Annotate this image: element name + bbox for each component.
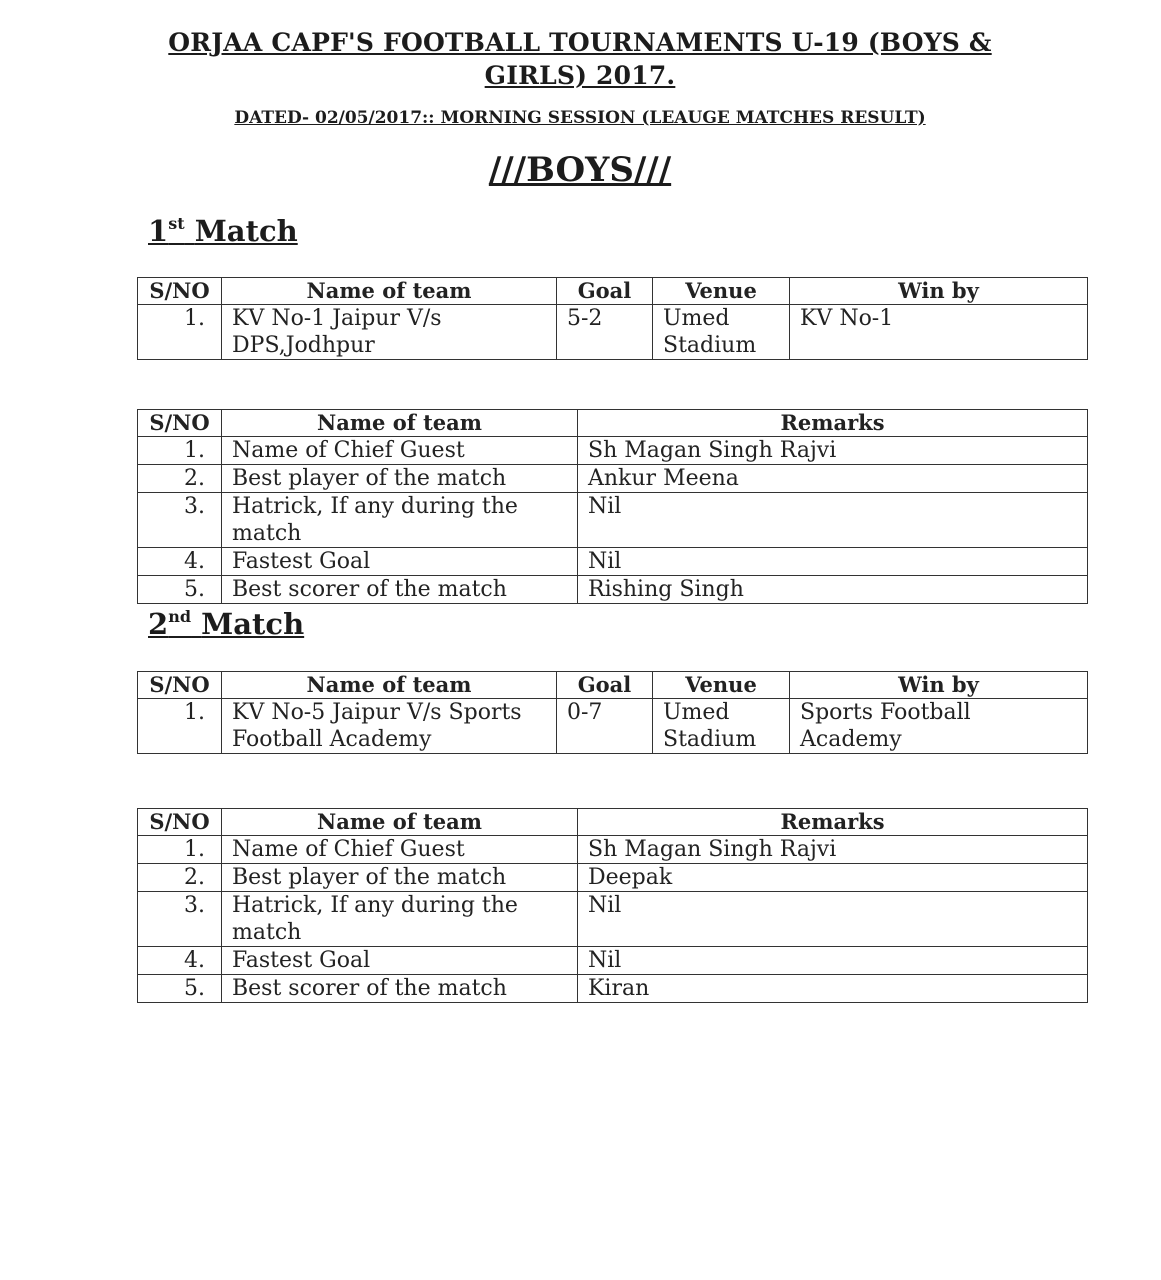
match2-result-table bbox=[137, 671, 1088, 754]
cell-team: KV No-1 Jaipur V/s DPS,Jodhpur bbox=[222, 305, 557, 360]
cell-sno: 1. bbox=[138, 437, 222, 465]
cell-item: Best player of the match bbox=[222, 465, 578, 493]
col-sno: S/NO bbox=[138, 672, 222, 699]
col-goal: Goal bbox=[557, 278, 653, 305]
col-sno: S/NO bbox=[138, 809, 222, 836]
col-sno: S/NO bbox=[138, 410, 222, 437]
cell-sno: 4. bbox=[138, 947, 222, 975]
cell-sno: 1. bbox=[138, 699, 222, 754]
col-team: Name of team bbox=[222, 672, 557, 699]
table-row bbox=[138, 576, 1088, 604]
col-team: Name of team bbox=[222, 278, 557, 305]
cell-winby: Sports Football Academy bbox=[790, 699, 1088, 754]
cell-remark: Sh Magan Singh Rajvi bbox=[578, 836, 1088, 864]
cell-sno: 2. bbox=[138, 864, 222, 892]
cell-sno: 5. bbox=[138, 576, 222, 604]
table-header-row bbox=[138, 410, 1088, 437]
cell-item: Best player of the match bbox=[222, 864, 578, 892]
table-row bbox=[138, 305, 1088, 360]
cell-sno: 3. bbox=[138, 493, 222, 548]
match1-result-table bbox=[137, 277, 1088, 360]
cell-goal: 5-2 bbox=[557, 305, 653, 360]
cell-item: Fastest Goal bbox=[222, 548, 578, 576]
cell-item: Hatrick, If any during the match bbox=[222, 493, 578, 548]
col-goal: Goal bbox=[557, 672, 653, 699]
table-row bbox=[138, 437, 1088, 465]
col-venue: Venue bbox=[653, 672, 790, 699]
session-date: DATED- 02/05/2017:: MORNING SESSION (LEAUGE MATCHES RESULT) bbox=[234, 108, 926, 128]
cell-remark: Ankur Meena bbox=[578, 465, 1088, 493]
cell-remark: Kiran bbox=[578, 975, 1088, 1003]
match2-heading: 2nd Match bbox=[148, 607, 305, 641]
cell-item: Fastest Goal bbox=[222, 947, 578, 975]
table-header-row bbox=[138, 278, 1088, 305]
table-row bbox=[138, 548, 1088, 576]
table-row bbox=[138, 493, 1088, 548]
col-remarks: Remarks bbox=[578, 809, 1088, 836]
table-row bbox=[138, 836, 1088, 864]
cell-winby: KV No-1 bbox=[790, 305, 1088, 360]
table-row bbox=[138, 947, 1088, 975]
table-row bbox=[138, 892, 1088, 947]
cell-item: Hatrick, If any during the match bbox=[222, 892, 578, 947]
cell-item: Name of Chief Guest bbox=[222, 437, 578, 465]
cell-remark: Nil bbox=[578, 493, 1088, 548]
section-heading-boys: ///BOYS/// bbox=[488, 150, 672, 190]
cell-remark: Deepak bbox=[578, 864, 1088, 892]
cell-goal: 0-7 bbox=[557, 699, 653, 754]
cell-remark: Nil bbox=[578, 947, 1088, 975]
col-item: Name of team bbox=[222, 809, 578, 836]
cell-item: Best scorer of the match bbox=[222, 576, 578, 604]
cell-venue: Umed Stadium bbox=[653, 699, 790, 754]
cell-sno: 3. bbox=[138, 892, 222, 947]
match2-remarks-table bbox=[137, 808, 1088, 1003]
table-header-row bbox=[138, 672, 1088, 699]
cell-remark: Nil bbox=[578, 548, 1088, 576]
table-row bbox=[138, 699, 1088, 754]
document-title: ORJAA CAPF'S FOOTBALL TOURNAMENTS U-19 (BOYS & GIRLS) 2017. bbox=[168, 28, 992, 90]
cell-item: Best scorer of the match bbox=[222, 975, 578, 1003]
table-header-row bbox=[138, 809, 1088, 836]
col-remarks: Remarks bbox=[578, 410, 1088, 437]
cell-sno: 4. bbox=[138, 548, 222, 576]
cell-sno: 5. bbox=[138, 975, 222, 1003]
match1-heading: 1st Match bbox=[148, 214, 298, 248]
col-winby: Win by bbox=[790, 672, 1088, 699]
cell-sno: 1. bbox=[138, 836, 222, 864]
cell-sno: 2. bbox=[138, 465, 222, 493]
cell-sno: 1. bbox=[138, 305, 222, 360]
col-venue: Venue bbox=[653, 278, 790, 305]
col-winby: Win by bbox=[790, 278, 1088, 305]
table-row bbox=[138, 864, 1088, 892]
cell-venue: Umed Stadium bbox=[653, 305, 790, 360]
cell-team: KV No-5 Jaipur V/s Sports Football Academy bbox=[222, 699, 557, 754]
cell-remark: Rishing Singh bbox=[578, 576, 1088, 604]
cell-remark: Nil bbox=[578, 892, 1088, 947]
table-row bbox=[138, 465, 1088, 493]
match1-remarks-table bbox=[137, 409, 1088, 604]
cell-remark: Sh Magan Singh Rajvi bbox=[578, 437, 1088, 465]
table-row bbox=[138, 975, 1088, 1003]
col-item: Name of team bbox=[222, 410, 578, 437]
cell-item: Name of Chief Guest bbox=[222, 836, 578, 864]
col-sno: S/NO bbox=[138, 278, 222, 305]
